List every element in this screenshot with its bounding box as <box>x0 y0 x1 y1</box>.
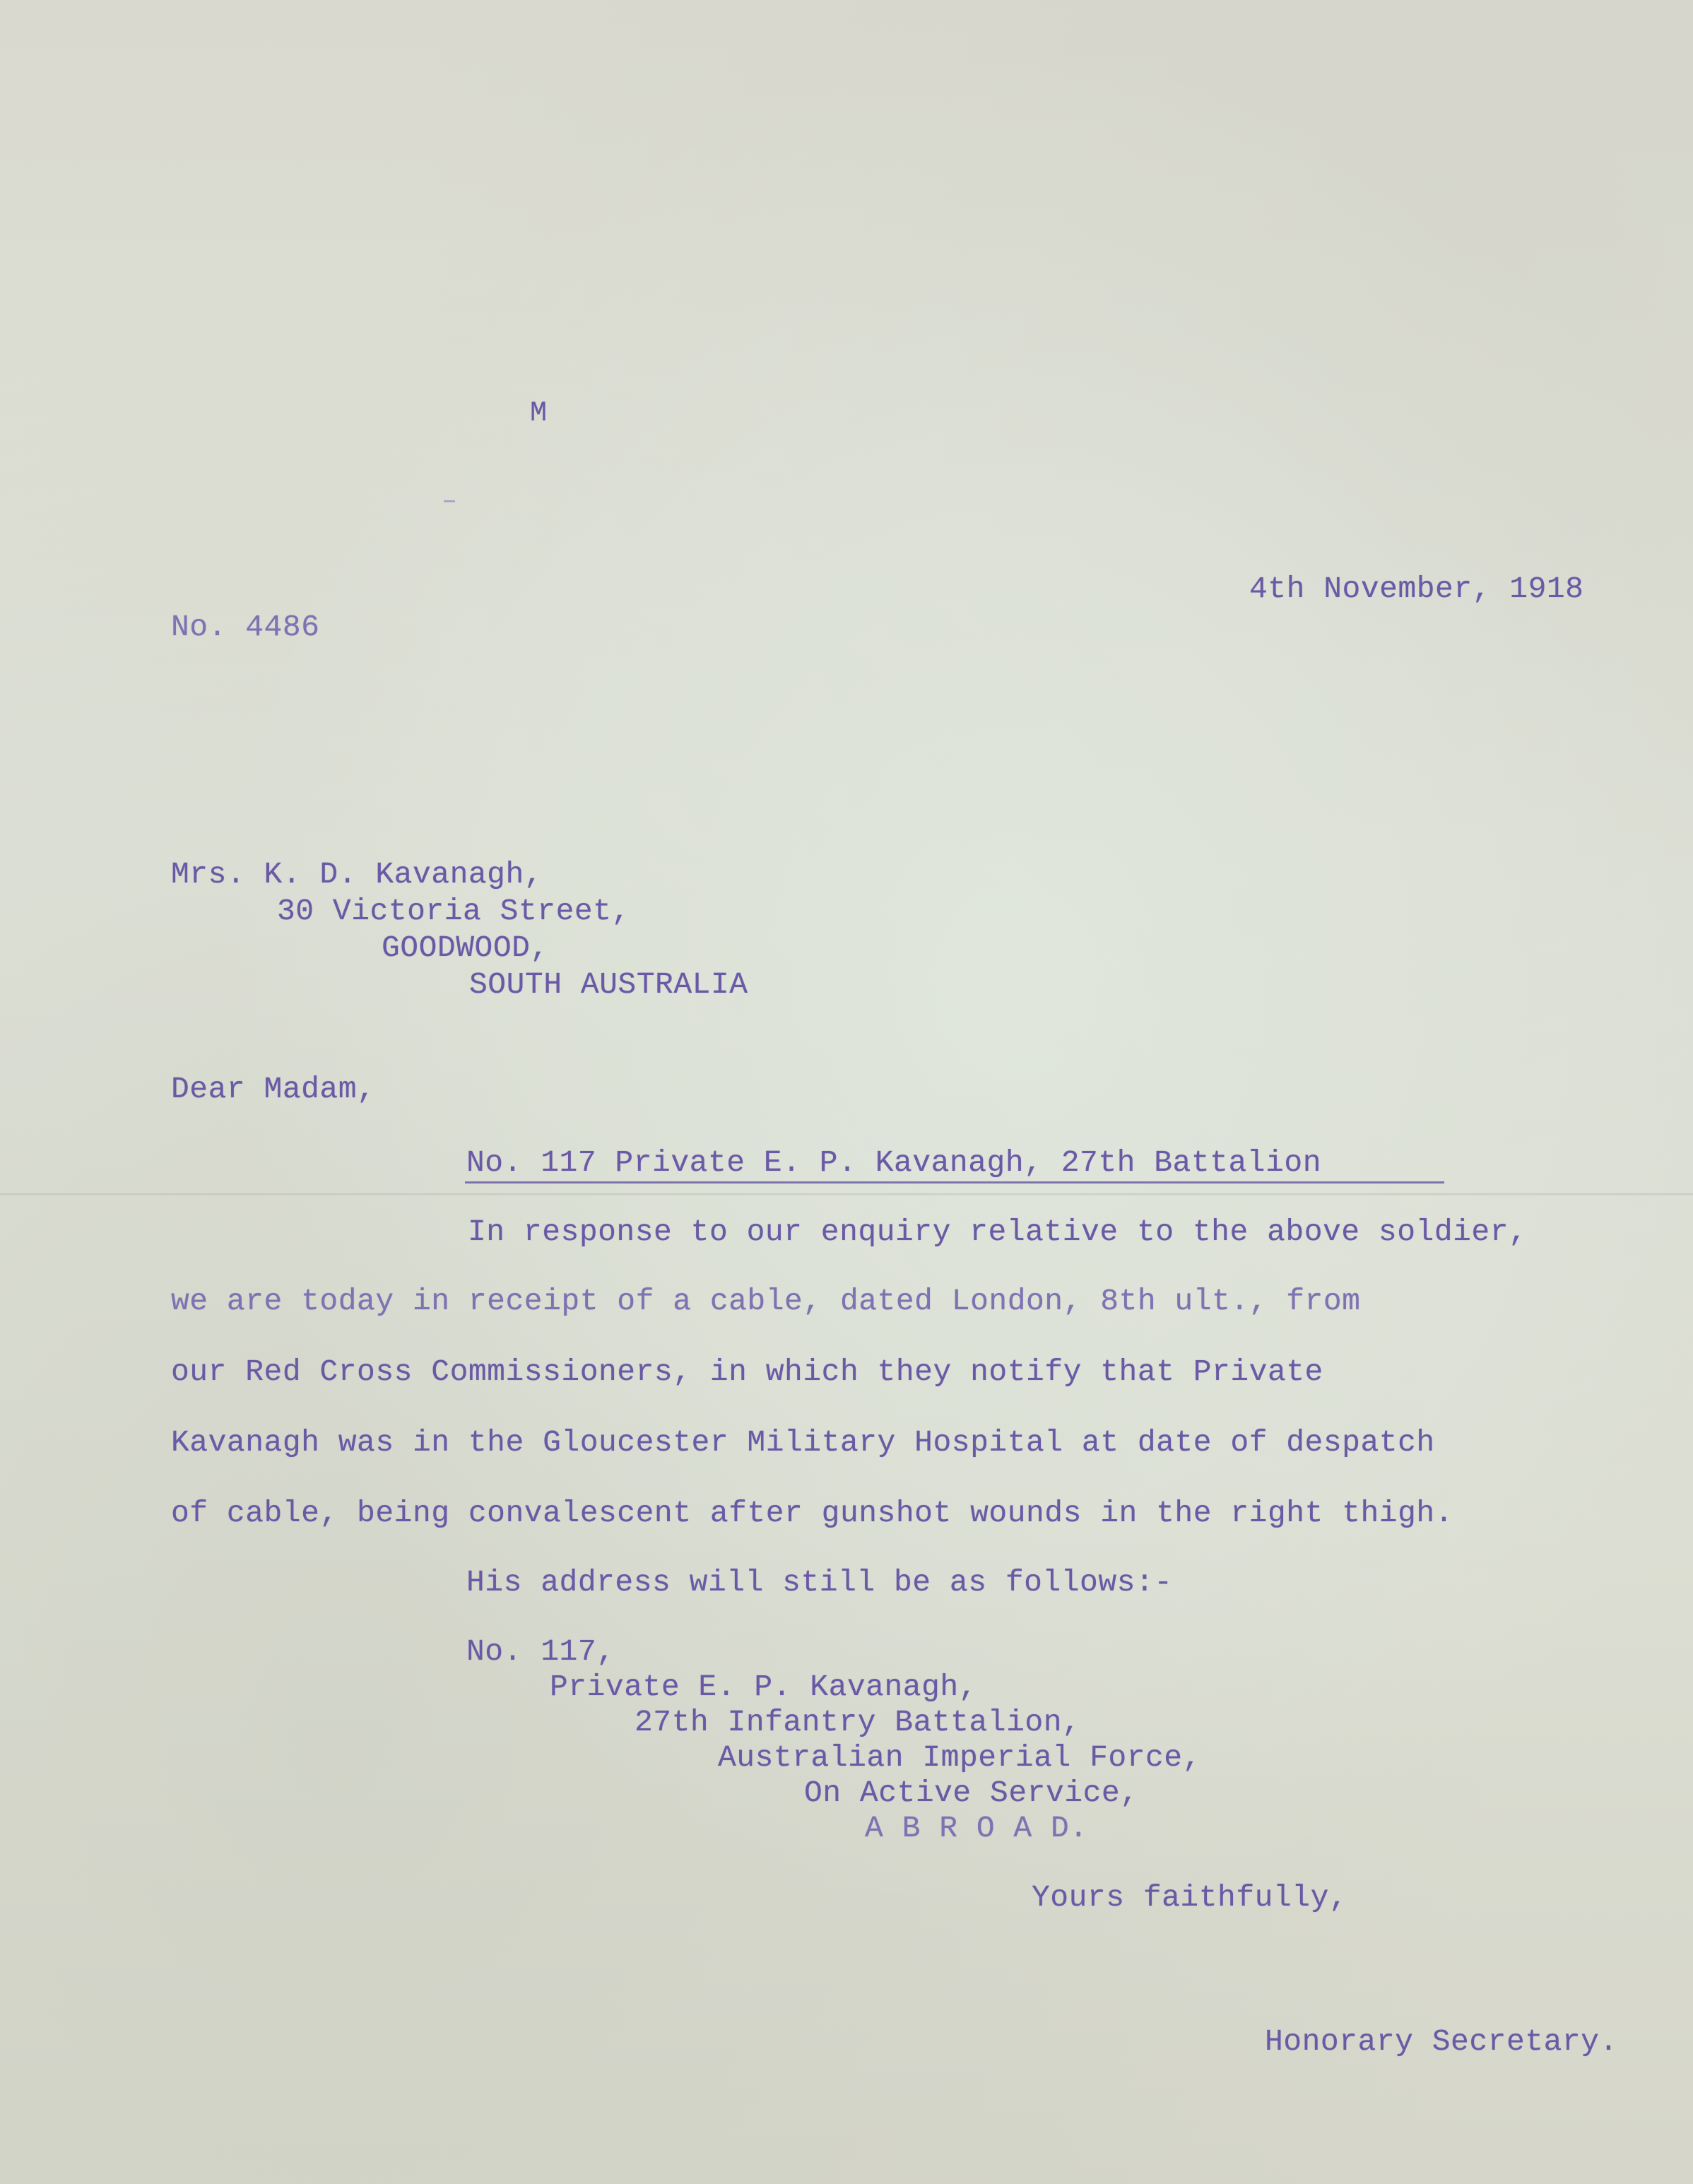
stray-mark <box>444 500 455 502</box>
soldier-name: Private E. P. Kavanagh, <box>550 1670 977 1704</box>
recipient-street: 30 Victoria Street, <box>277 894 630 928</box>
soldier-service: On Active Service, <box>804 1776 1139 1810</box>
letter-mark: M <box>530 398 548 430</box>
soldier-location: A B R O A D. <box>865 1811 1088 1846</box>
signatory: Honorary Secretary. <box>1265 2024 1618 2059</box>
body-line-5: of cable, being convalescent after gunshot wounds in the right thigh. <box>171 1496 1453 1530</box>
body-line-4: Kavanagh was in the Gloucester Military Hospital at date of despatch <box>171 1425 1435 1460</box>
recipient-town: GOODWOOD, <box>382 931 549 965</box>
body-line-2: we are today in receipt of a cable, dated London, 8th ult., from <box>171 1284 1361 1318</box>
closing: Yours faithfully, <box>1032 1880 1348 1915</box>
letter-date: 4th November, 1918 <box>1249 572 1584 606</box>
body-line-1: In response to our enquiry relative to the above soldier, <box>468 1215 1528 1249</box>
salutation: Dear Madam, <box>171 1072 376 1106</box>
subject-underline <box>465 1181 1444 1184</box>
soldier-number: No. 117, <box>466 1634 615 1669</box>
soldier-force: Australian Imperial Force, <box>718 1740 1201 1775</box>
address-intro: His address will still be as follows:- <box>466 1565 1173 1600</box>
subject-line: No. 117 Private E. P. Kavanagh, 27th Battalion <box>466 1145 1321 1180</box>
soldier-unit: 27th Infantry Battalion, <box>635 1705 1081 1740</box>
recipient-name: Mrs. K. D. Kavanagh, <box>171 857 543 892</box>
recipient-state: SOUTH AUSTRALIA <box>469 967 748 1002</box>
body-line-3: our Red Cross Commissioners, in which they notify that Private <box>171 1354 1323 1389</box>
reference-number: No. 4486 <box>171 610 320 644</box>
paper-fold-line <box>0 1193 1693 1196</box>
